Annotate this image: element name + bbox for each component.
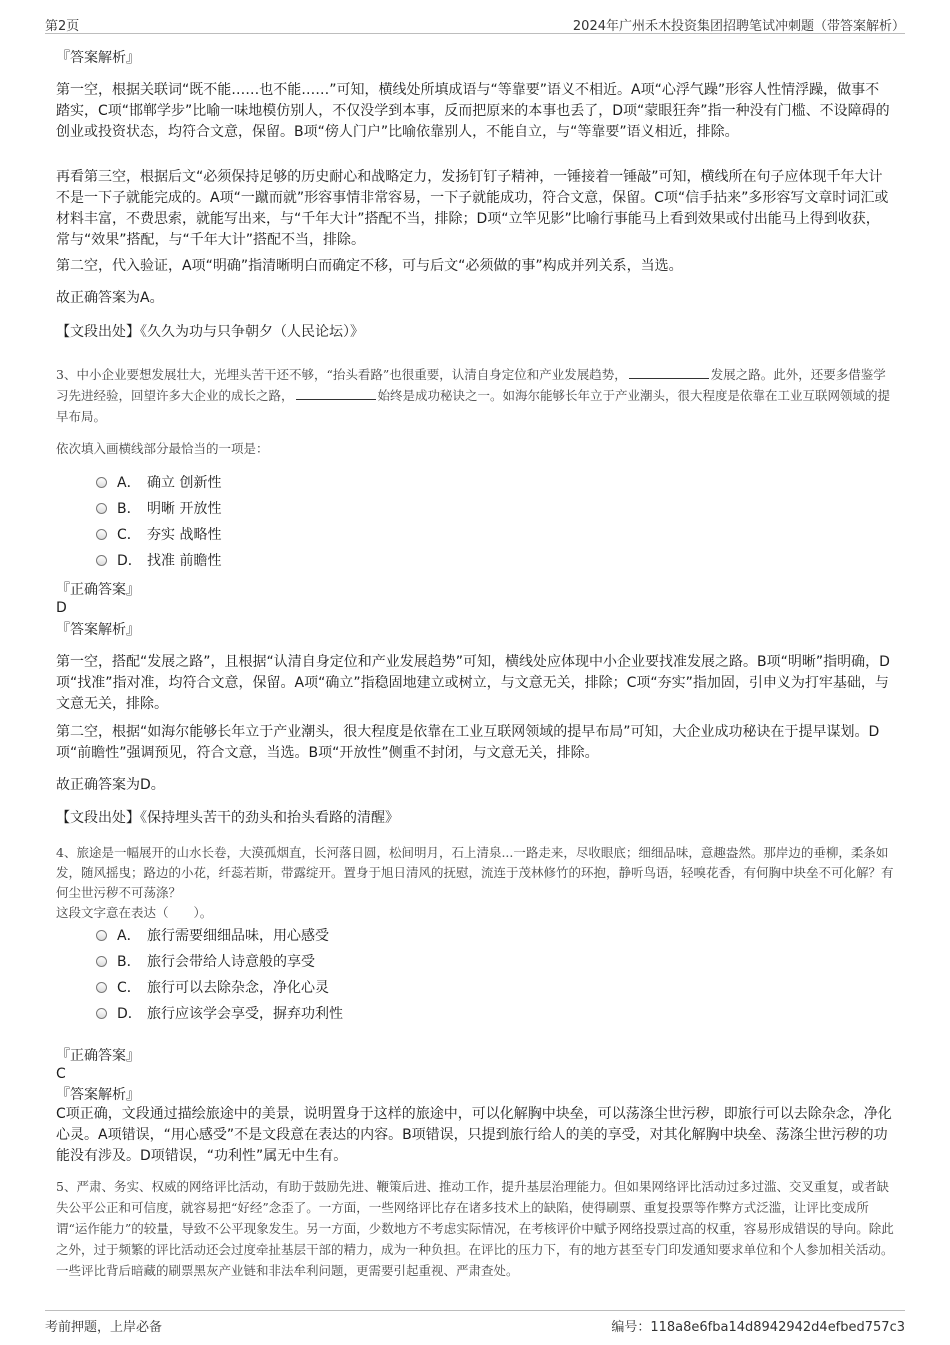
radio-icon[interactable] bbox=[96, 477, 107, 488]
q2-analysis-p1: 第一空，根据关联词“既不能……也不能……”可知，横线处所填成语与“等靠要”语义不相近。A项“心浮气躁”形容人性情浮躁，做事不踏实，C项“邯郸学步”比喻一味地模仿别人，不仅没学到本事，反而把原来的本事也丢了，D项“蒙眼狂奔”指一种没有门槛、不设障碍的创业或投资状态，均符合文意，保留。B项“傍人门户”比喻依靠别人，不能自立，与“等靠要”语义相近，排除。 bbox=[56, 82, 890, 140]
q4-answer-label: 『正确答案』 bbox=[56, 1048, 140, 1064]
radio-icon[interactable] bbox=[96, 503, 107, 514]
q3-analysis-p2: 第二空，根据“如海尔能够长年立于产业潮头，很大程度是依靠在工业互联网领域的提早布局”可知，大企业成功秘诀在于提早谋划。D项“前瞻性”强调预见，符合文意，当选。B项“开放性”侧重不封闭，与文意无关，排除。 bbox=[56, 724, 880, 761]
radio-icon[interactable] bbox=[96, 555, 107, 566]
q2-analysis-label: 『答案解析』 bbox=[56, 50, 140, 66]
q3-option-b[interactable]: B． 明晰 开放性 bbox=[96, 499, 221, 519]
q3-analysis-label: 『答案解析』 bbox=[56, 622, 140, 638]
radio-icon[interactable] bbox=[96, 529, 107, 540]
q3-stem-part1: 3、中小企业要想发展壮大，光埋头苦干还不够，“抬头看路”也很重要，认清自身定位和产业发展趋势， bbox=[56, 367, 627, 382]
q4-analysis: C项正确，文段通过描绘旅途中的美景，说明置身于这样的旅途中，可以化解胸中块垒，可以荡涤尘世污秽，即旅行可以去除杂念，净化心灵。A项错误，“用心感受”不是文段意在表达的内容。B项错误，只提到旅行给人的美的享受，对其化解胸中块垒、荡涤尘世污秽的功能没有涉及。D项错误，“功利性”属无中生有。 bbox=[56, 1106, 892, 1164]
doc-title: 2024年广州禾木投资集团招聘笔试冲刺题（带答案解析） bbox=[572, 19, 905, 34]
q4-option-c[interactable]: C． 旅行可以去除杂念，净化心灵 bbox=[96, 978, 329, 998]
q3-answer: D bbox=[56, 600, 67, 616]
q2-source: 【文段出处】《久久为功与只争朝夕（人民论坛）》 bbox=[56, 324, 364, 340]
q3-option-d[interactable]: D． 找准 前瞻性 bbox=[96, 551, 221, 571]
q3-conclusion: 故正确答案为D。 bbox=[56, 777, 165, 793]
q3-prompt: 依次填入画横线部分最恰当的一项是： bbox=[56, 441, 269, 456]
footer-serial: 编号：118a8e6fba14d8942942d4efbed757c3 bbox=[611, 1320, 905, 1335]
page-footer bbox=[45, 1310, 905, 1340]
q5-stem: 5、严肃、务实、权威的网络评比活动，有助于鼓励先进、鞭策后进、推动工作，提升基层治理能力。但如果网络评比活动过多过滥、交叉重复，或者缺失公平公正和可信度，就容易把“好经”念歪了。一方面，一些网络评比存在诸多技术上的缺陷，使得刷票、重复投票等作弊方式泛滥，让评比变成所谓“运作能力”的较量，导致不公平现象发生。另一方面，少数地方不考虑实际情况，在考核评价中赋予网络投票过高的权重，容易形成错误的导向。除此之外，过于频繁的评比活动还会过度牵扯基层干部的精力，成为一种负担。在评比的压力下，有的地方甚至专门印发通知要求单位和个人参加相关活动。一些评比背后暗藏的刷票黑灰产业链和非法牟利问题，更需要引起重视、严肃查处。 bbox=[56, 1179, 894, 1278]
q3-source: 【文段出处】《保持埋头苦干的劲头和抬头看路的清醒》 bbox=[56, 810, 399, 826]
radio-icon[interactable] bbox=[96, 956, 107, 967]
q3-analysis-p1: 第一空，搭配“发展之路”，且根据“认清自身定位和产业发展趋势”可知，横线处应体现中小企业要找准发展之路。B项“明晰”指明确，D项“找准”指对准，均符合文意，保留。A项“确立”指稳固地建立或树立，与文意无关，排除；C项“夯实”指加固，引申义为打牢基础，与文意无关，排除。 bbox=[56, 654, 890, 712]
q3-option-a[interactable]: A． 确立 创新性 bbox=[96, 473, 221, 493]
q2-conclusion: 故正确答案为A。 bbox=[56, 290, 164, 306]
radio-icon[interactable] bbox=[96, 930, 107, 941]
page-header bbox=[45, 12, 905, 34]
q3-answer-label: 『正确答案』 bbox=[56, 582, 140, 598]
q2-analysis-p2: 再看第三空，根据后文“必须保持足够的历史耐心和战略定力，发扬钉钉子精神，一锤接着一锤敲”可知，横线所在句子应体现千年大计不是一下子就能完成的。A项“一蹴而就”形容事情非常容易，一下子就能成功，符合文意，保留。C项“信手拈来”多形容写文章时词汇或材料丰富，不费思索，就能写出来，与“千年大计”搭配不当，排除；D项“立竿见影”比喻行事能马上看到效果或付出能马上得到收获，常与“效果”搭配，与“千年大计”搭配不当，排除。 bbox=[56, 169, 889, 248]
q4-option-d[interactable]: D． 旅行应该学会享受，摒弃功利性 bbox=[96, 1004, 343, 1024]
q4-analysis-label: 『答案解析』 bbox=[56, 1087, 140, 1103]
q2-analysis-p3: 第二空，代入验证，A项“明确”指清晰明白而确定不移，可与后文“必须做的事”构成并列关系，当选。 bbox=[56, 258, 683, 274]
radio-icon[interactable] bbox=[96, 982, 107, 993]
q3-stem bbox=[56, 364, 896, 427]
radio-icon[interactable] bbox=[96, 1008, 107, 1019]
q3-stem-part3: 始终是成功秘诀之一。如海尔能够长年立于产业潮头，很大程度是依靠在工业互联网领域的提早布局。 bbox=[56, 388, 891, 424]
q4-stem: 4、旅途是一幅展开的山水长卷，大漠孤烟直，长河落日圆，松间明月，石上清泉...一路走来，尽收眼底；细细品味，意趣盎然。那岸边的垂柳，柔条如发，随风摇曳；路边的小花，纤蕊若斯，带露绽开。置身于旭日清风的抚慰，流连于茂林修竹的环抱，静听鸟语，轻嗅花香，有何胸中块垒不可化解？有何尘世污秽不可荡涤？ bbox=[56, 845, 894, 900]
page-number: 第2页 bbox=[45, 19, 80, 34]
q3-blank-2 bbox=[296, 386, 376, 400]
q3-stem-part2: 发展之路。此外，还要多借鉴学习先进经验，回望许多大企业的成长之路， bbox=[56, 367, 886, 403]
footer-slogan: 考前押题，上岸必备 bbox=[45, 1320, 163, 1335]
q4-option-b[interactable]: B． 旅行会带给人诗意般的享受 bbox=[96, 952, 315, 972]
q4-answer: C bbox=[56, 1066, 66, 1082]
q3-option-c[interactable]: C． 夯实 战略性 bbox=[96, 525, 221, 545]
q3-blank-1 bbox=[629, 365, 709, 379]
q4-option-a[interactable]: A． 旅行需要细细品味，用心感受 bbox=[96, 926, 329, 946]
q4-prompt: 这段文字意在表达（ ）。 bbox=[56, 905, 213, 920]
